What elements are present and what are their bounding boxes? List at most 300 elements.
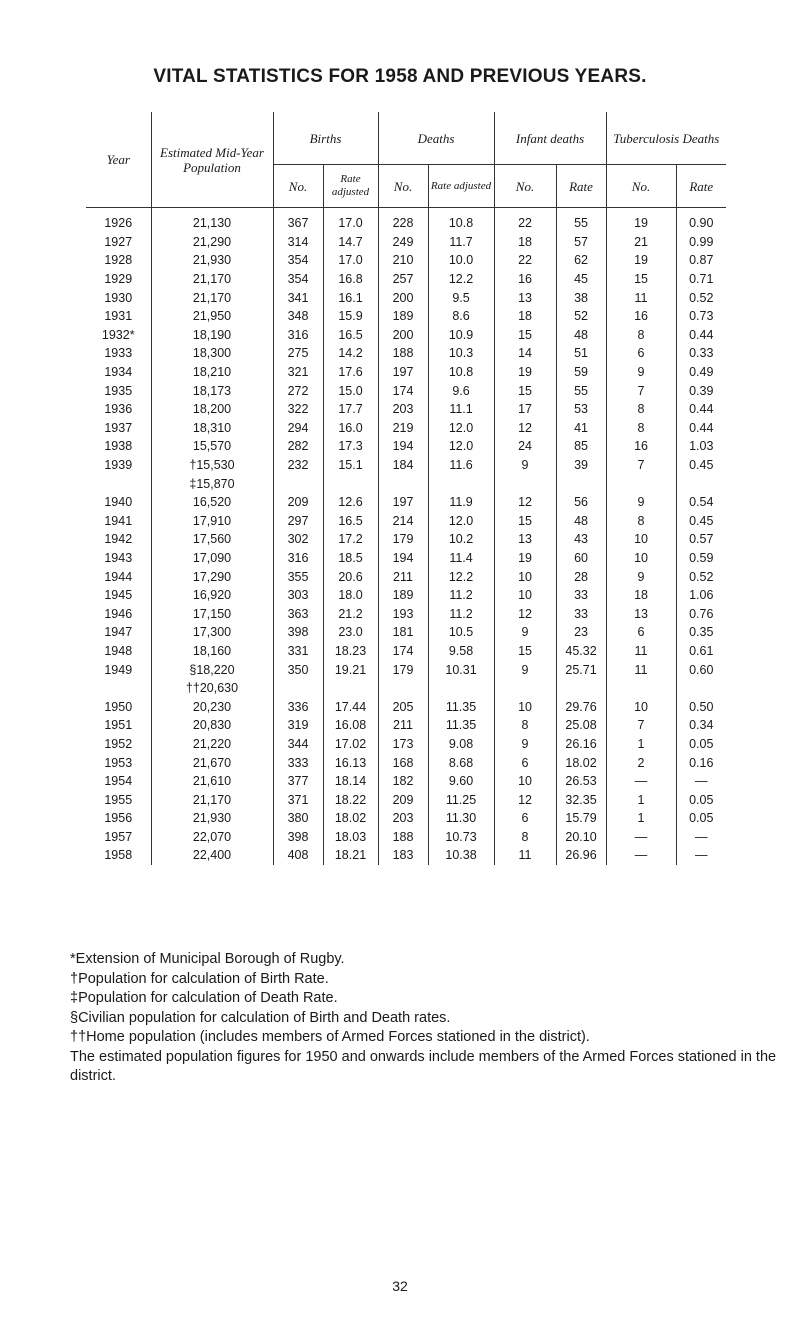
- cell-year: 1952: [86, 735, 151, 754]
- cell-deaths-no: 197: [378, 493, 428, 512]
- cell-tb-no: 15: [606, 270, 676, 289]
- cell-deaths-no: 205: [378, 697, 428, 716]
- cell-births-rate: 14.2: [323, 344, 378, 363]
- cell-tb-no: 7: [606, 381, 676, 400]
- table-row: [86, 753, 726, 772]
- cell-infant-rate: 45.32: [556, 642, 606, 661]
- cell-tb-rate: 0.05: [689, 811, 714, 826]
- cell-deaths-no: 182: [378, 772, 428, 791]
- cell-tb-no: 11: [606, 660, 676, 679]
- cell-births-rate: 18.23: [323, 642, 378, 661]
- cell-infant-no: 8: [494, 828, 556, 847]
- cell-births-no: 377: [273, 772, 323, 791]
- cell-population: 17,560: [151, 530, 273, 549]
- cell-empty: [86, 679, 151, 698]
- header-population: Estimated Mid-Year Population: [151, 112, 273, 208]
- footnote-death-rate-population: ‡Population for calculation of Death Rate.: [70, 990, 338, 1006]
- cell-population: 17,150: [151, 604, 273, 623]
- cell-population: 18,200: [151, 400, 273, 419]
- cell-population: 21,220: [151, 735, 273, 754]
- cell-population: 15,570: [151, 437, 273, 456]
- header-tb-no: No.: [606, 165, 676, 208]
- cell-infant-no: 9: [494, 735, 556, 754]
- cell-deaths-rate: 11.2: [428, 586, 494, 605]
- cell-infant-no: 6: [494, 753, 556, 772]
- table-row: [86, 623, 726, 642]
- cell-births-rate: 12.6: [323, 493, 378, 512]
- cell-year: 1937: [86, 419, 151, 438]
- table-row: [86, 530, 726, 549]
- table-row: [86, 437, 726, 456]
- cell-births-rate: 18.03: [323, 828, 378, 847]
- cell-infant-no: 10: [494, 567, 556, 586]
- cell-births-rate: 18.5: [323, 549, 378, 568]
- cell-infant-no: 6: [494, 809, 556, 828]
- cell-infant-no: 16: [494, 270, 556, 289]
- cell-births-rate: 15.9: [323, 307, 378, 326]
- cell-year: 1944: [86, 567, 151, 586]
- cell-deaths-no: 211: [378, 716, 428, 735]
- cell-births-rate: 18.21: [323, 846, 378, 865]
- cell-population: 20,230: [151, 697, 273, 716]
- cell-infant-no: 19: [494, 363, 556, 382]
- cell-population: 18,160: [151, 642, 273, 661]
- cell-infant-rate: 57: [556, 233, 606, 252]
- table-row: [86, 735, 726, 754]
- cell-infant-no: 11: [494, 846, 556, 865]
- cell-deaths-no: 219: [378, 419, 428, 438]
- cell-births-no: 303: [273, 586, 323, 605]
- cell-tb-no: 6: [606, 623, 676, 642]
- table-row: [86, 790, 726, 809]
- cell-births-no: 398: [273, 623, 323, 642]
- cell-tb-rate: 0.35: [689, 625, 714, 640]
- cell-population: 16,920: [151, 586, 273, 605]
- cell-empty: [428, 474, 494, 493]
- cell-infant-no: 8: [494, 716, 556, 735]
- cell-births-no: 314: [273, 233, 323, 252]
- cell-empty: [378, 679, 428, 698]
- cell-population: 21,930: [151, 251, 273, 270]
- table-row: [86, 326, 726, 345]
- cell-infant-rate: 55: [556, 381, 606, 400]
- cell-births-no: 363: [273, 604, 323, 623]
- cell-births-rate: 17.44: [323, 697, 378, 716]
- cell-births-rate: 19.21: [323, 660, 378, 679]
- footnotes: [70, 950, 790, 1087]
- cell-tb-rate: 0.54: [689, 495, 714, 510]
- cell-deaths-no: 203: [378, 809, 428, 828]
- cell-deaths-no: 174: [378, 381, 428, 400]
- cell-deaths-rate: 9.58: [428, 642, 494, 661]
- cell-empty: [676, 474, 726, 493]
- cell-infant-no: 24: [494, 437, 556, 456]
- cell-tb-rate: 0.73: [689, 309, 714, 324]
- cell-infant-no: 12: [494, 790, 556, 809]
- cell-population: 18,190: [151, 326, 273, 345]
- cell-infant-rate: 26.16: [556, 735, 606, 754]
- cell-births-rate: 16.1: [323, 288, 378, 307]
- cell-infant-rate: 25.71: [556, 660, 606, 679]
- cell-tb-rate: 0.16: [689, 755, 714, 770]
- cell-year: 1936: [86, 400, 151, 419]
- table-row: [86, 208, 726, 233]
- cell-year: 1958: [86, 846, 151, 865]
- cell-births-rate: 17.0: [323, 208, 378, 233]
- cell-infant-no: 22: [494, 251, 556, 270]
- cell-empty: [323, 474, 378, 493]
- cell-infant-rate: 18.02: [556, 753, 606, 772]
- cell-deaths-rate: 12.2: [428, 567, 494, 586]
- cell-year: 1933: [86, 344, 151, 363]
- table-row: [86, 270, 726, 289]
- cell-deaths-rate: 10.9: [428, 326, 494, 345]
- cell-tb-no: 10: [606, 530, 676, 549]
- cell-infant-rate: 33: [556, 586, 606, 605]
- cell-deaths-rate: 9.08: [428, 735, 494, 754]
- cell-tb-no: 18: [606, 586, 676, 605]
- cell-births-no: 302: [273, 530, 323, 549]
- cell-population: 18,300: [151, 344, 273, 363]
- table-row: [86, 549, 726, 568]
- cell-births-no: 336: [273, 697, 323, 716]
- cell-year: 1940: [86, 493, 151, 512]
- cell-infant-rate: 48: [556, 512, 606, 531]
- cell-year: 1929: [86, 270, 151, 289]
- table-row: [86, 697, 726, 716]
- header-infant-deaths: Infant deaths: [494, 112, 606, 165]
- cell-tb-rate: —: [695, 829, 708, 844]
- footnote-birth-rate-population: †Population for calculation of Birth Rate.: [70, 970, 329, 987]
- cell-deaths-no: 188: [378, 344, 428, 363]
- cell-births-no: 350: [273, 660, 323, 679]
- cell-births-rate: 16.5: [323, 326, 378, 345]
- cell-tb-no: 13: [606, 604, 676, 623]
- cell-empty: [556, 679, 606, 698]
- cell-year: 1928: [86, 251, 151, 270]
- cell-infant-rate: 51: [556, 344, 606, 363]
- cell-population: 21,610: [151, 772, 273, 791]
- cell-infant-rate: 33: [556, 604, 606, 623]
- cell-infant-no: 18: [494, 233, 556, 252]
- cell-tb-no: 8: [606, 326, 676, 345]
- cell-population: 22,400: [151, 846, 273, 865]
- page-title: VITAL STATISTICS FOR 1958 AND PREVIOUS YEARS.: [153, 66, 647, 87]
- cell-deaths-no: 228: [378, 208, 428, 233]
- cell-year: 1930: [86, 288, 151, 307]
- cell-infant-no: 13: [494, 530, 556, 549]
- cell-infant-rate: 15.79: [556, 809, 606, 828]
- cell-tb-rate: 1.03: [689, 439, 714, 454]
- cell-infant-no: 10: [494, 586, 556, 605]
- table-row: [86, 567, 726, 586]
- cell-tb-rate: 0.52: [689, 569, 714, 584]
- cell-infant-no: 15: [494, 642, 556, 661]
- cell-empty: [494, 679, 556, 698]
- cell-infant-no: 15: [494, 326, 556, 345]
- cell-population: 21,170: [151, 790, 273, 809]
- cell-tb-no: 1: [606, 735, 676, 754]
- cell-tb-rate: 0.50: [689, 699, 714, 714]
- cell-deaths-rate: 10.3: [428, 344, 494, 363]
- cell-births-rate: 17.7: [323, 400, 378, 419]
- cell-deaths-rate: 12.0: [428, 437, 494, 456]
- cell-infant-rate: 56: [556, 493, 606, 512]
- header-infant-rate: Rate: [556, 165, 606, 208]
- table-row: [86, 846, 726, 865]
- cell-empty: [273, 474, 323, 493]
- cell-year: 1948: [86, 642, 151, 661]
- table-row: [86, 419, 726, 438]
- cell-population: 21,950: [151, 307, 273, 326]
- cell-infant-rate: 60: [556, 549, 606, 568]
- table-row: [86, 381, 726, 400]
- cell-infant-rate: 32.35: [556, 790, 606, 809]
- cell-deaths-no: 210: [378, 251, 428, 270]
- cell-year: 1949: [86, 660, 151, 679]
- cell-infant-rate: 43: [556, 530, 606, 549]
- cell-tb-no: 19: [606, 251, 676, 270]
- cell-year: 1945: [86, 586, 151, 605]
- cell-tb-rate: 0.61: [689, 643, 714, 658]
- cell-population: 18,210: [151, 363, 273, 382]
- cell-infant-rate: 45: [556, 270, 606, 289]
- cell-deaths-rate: 10.5: [428, 623, 494, 642]
- cell-births-rate: 17.6: [323, 363, 378, 382]
- cell-births-no: 408: [273, 846, 323, 865]
- cell-tb-no: 1: [606, 809, 676, 828]
- cell-infant-rate: 28: [556, 567, 606, 586]
- cell-infant-rate: 38: [556, 288, 606, 307]
- cell-population: §18,220: [151, 660, 273, 679]
- cell-infant-no: 9: [494, 456, 556, 475]
- cell-tb-no: 8: [606, 400, 676, 419]
- cell-year: 1942: [86, 530, 151, 549]
- cell-deaths-no: 193: [378, 604, 428, 623]
- cell-population-secondary: ††20,630: [151, 679, 273, 698]
- cell-tb-rate: 0.45: [689, 513, 714, 528]
- cell-tb-rate: 0.52: [689, 290, 714, 305]
- cell-births-rate: 18.02: [323, 809, 378, 828]
- cell-births-rate: 18.14: [323, 772, 378, 791]
- header-births-rate: Rate adjusted: [323, 165, 378, 208]
- cell-deaths-rate: 10.8: [428, 208, 494, 233]
- table-row: [86, 660, 726, 679]
- cell-infant-no: 15: [494, 381, 556, 400]
- cell-year: 1931: [86, 307, 151, 326]
- cell-births-no: 316: [273, 326, 323, 345]
- cell-births-no: 354: [273, 270, 323, 289]
- cell-year: 1939: [86, 456, 151, 475]
- cell-births-rate: 14.7: [323, 233, 378, 252]
- cell-tb-no: 16: [606, 437, 676, 456]
- cell-population: 21,930: [151, 809, 273, 828]
- table-row: [86, 642, 726, 661]
- cell-empty: [556, 474, 606, 493]
- cell-deaths-no: 183: [378, 846, 428, 865]
- cell-infant-rate: 39: [556, 456, 606, 475]
- cell-infant-rate: 85: [556, 437, 606, 456]
- cell-deaths-no: 188: [378, 828, 428, 847]
- cell-infant-rate: 41: [556, 419, 606, 438]
- table-row: [86, 288, 726, 307]
- table-row: [86, 716, 726, 735]
- table-row: [86, 307, 726, 326]
- cell-births-no: 209: [273, 493, 323, 512]
- cell-tb-no: 1: [606, 790, 676, 809]
- cell-infant-no: 19: [494, 549, 556, 568]
- cell-tb-no: 7: [606, 716, 676, 735]
- cell-deaths-rate: 12.0: [428, 419, 494, 438]
- table-row: [86, 363, 726, 382]
- cell-deaths-rate: 11.35: [428, 716, 494, 735]
- table-row-continuation: [86, 679, 726, 698]
- cell-deaths-rate: 12.2: [428, 270, 494, 289]
- cell-infant-no: 13: [494, 288, 556, 307]
- cell-population: 21,290: [151, 233, 273, 252]
- cell-infant-rate: 20.10: [556, 828, 606, 847]
- cell-infant-no: 17: [494, 400, 556, 419]
- cell-infant-no: 12: [494, 493, 556, 512]
- table-row: [86, 344, 726, 363]
- cell-tb-no: —: [606, 846, 676, 865]
- cell-infant-no: 9: [494, 623, 556, 642]
- cell-population: 17,910: [151, 512, 273, 531]
- cell-tb-rate: 0.44: [689, 420, 714, 435]
- table-row: [86, 512, 726, 531]
- cell-population: 17,290: [151, 567, 273, 586]
- cell-deaths-rate: 10.2: [428, 530, 494, 549]
- cell-tb-no: 6: [606, 344, 676, 363]
- table-row-continuation: [86, 474, 726, 493]
- cell-population: 21,170: [151, 288, 273, 307]
- cell-births-rate: 15.1: [323, 456, 378, 475]
- cell-infant-rate: 62: [556, 251, 606, 270]
- cell-tb-no: 8: [606, 512, 676, 531]
- cell-empty: [273, 679, 323, 698]
- cell-population: 21,670: [151, 753, 273, 772]
- cell-deaths-rate: 9.6: [428, 381, 494, 400]
- header-year: Year: [86, 112, 151, 208]
- cell-tb-rate: 0.39: [689, 383, 714, 398]
- cell-year: 1950: [86, 697, 151, 716]
- page-number: 32: [392, 1278, 408, 1294]
- cell-deaths-no: 173: [378, 735, 428, 754]
- cell-population: 18,173: [151, 381, 273, 400]
- cell-births-rate: 23.0: [323, 623, 378, 642]
- header-deaths-rate: Rate adjusted: [428, 165, 494, 208]
- cell-deaths-rate: 11.2: [428, 604, 494, 623]
- cell-deaths-rate: 9.60: [428, 772, 494, 791]
- table-body: [86, 208, 726, 865]
- cell-infant-no: 22: [494, 208, 556, 233]
- cell-births-rate: 16.0: [323, 419, 378, 438]
- cell-population-secondary: ‡15,870: [151, 474, 273, 493]
- cell-infant-no: 10: [494, 697, 556, 716]
- cell-deaths-rate: 9.5: [428, 288, 494, 307]
- cell-deaths-no: 209: [378, 790, 428, 809]
- cell-year: 1934: [86, 363, 151, 382]
- cell-deaths-no: 181: [378, 623, 428, 642]
- header-tb-deaths: Tuberculosis Deaths: [606, 112, 726, 165]
- cell-infant-no: 14: [494, 344, 556, 363]
- cell-deaths-rate: 11.30: [428, 809, 494, 828]
- cell-births-no: 316: [273, 549, 323, 568]
- cell-tb-rate: 0.76: [689, 606, 714, 621]
- cell-deaths-rate: 10.0: [428, 251, 494, 270]
- cell-tb-rate: 0.33: [689, 346, 714, 361]
- cell-deaths-rate: 12.0: [428, 512, 494, 531]
- cell-births-rate: 16.13: [323, 753, 378, 772]
- cell-tb-rate: 0.60: [689, 662, 714, 677]
- cell-tb-rate: 0.57: [689, 532, 714, 547]
- cell-deaths-no: 184: [378, 456, 428, 475]
- cell-infant-rate: 55: [556, 208, 606, 233]
- cell-births-no: 319: [273, 716, 323, 735]
- cell-births-no: 333: [273, 753, 323, 772]
- table-row: [86, 456, 726, 475]
- cell-tb-no: 2: [606, 753, 676, 772]
- cell-year: 1943: [86, 549, 151, 568]
- cell-deaths-rate: 10.8: [428, 363, 494, 382]
- cell-births-rate: 20.6: [323, 567, 378, 586]
- cell-population: 22,070: [151, 828, 273, 847]
- cell-infant-rate: 29.76: [556, 697, 606, 716]
- cell-births-no: 275: [273, 344, 323, 363]
- cell-year: 1941: [86, 512, 151, 531]
- cell-tb-rate: 0.90: [689, 216, 714, 231]
- cell-infant-no: 10: [494, 772, 556, 791]
- cell-deaths-rate: 11.6: [428, 456, 494, 475]
- table-row: [86, 251, 726, 270]
- cell-year: 1955: [86, 790, 151, 809]
- cell-tb-rate: 0.05: [689, 792, 714, 807]
- cell-tb-no: 10: [606, 697, 676, 716]
- cell-births-rate: 17.02: [323, 735, 378, 754]
- cell-deaths-no: 214: [378, 512, 428, 531]
- cell-infant-rate: 25.08: [556, 716, 606, 735]
- cell-deaths-no: 200: [378, 326, 428, 345]
- cell-tb-rate: 0.34: [689, 718, 714, 733]
- cell-tb-no: 7: [606, 456, 676, 475]
- cell-deaths-rate: 11.7: [428, 233, 494, 252]
- cell-year: 1954: [86, 772, 151, 791]
- cell-deaths-rate: 11.25: [428, 790, 494, 809]
- cell-infant-rate: 48: [556, 326, 606, 345]
- cell-deaths-no: 257: [378, 270, 428, 289]
- cell-births-no: 297: [273, 512, 323, 531]
- cell-births-no: 322: [273, 400, 323, 419]
- cell-tb-rate: —: [695, 848, 708, 863]
- cell-population: †15,530: [151, 456, 273, 475]
- cell-births-rate: 15.0: [323, 381, 378, 400]
- cell-tb-rate: 0.44: [689, 327, 714, 342]
- cell-deaths-no: 189: [378, 307, 428, 326]
- cell-deaths-no: 211: [378, 567, 428, 586]
- cell-year: 1932*: [86, 326, 151, 345]
- table-row: [86, 493, 726, 512]
- cell-tb-rate: 0.99: [689, 234, 714, 249]
- cell-year: 1935: [86, 381, 151, 400]
- cell-births-no: 272: [273, 381, 323, 400]
- cell-tb-rate: 0.49: [689, 365, 714, 380]
- cell-tb-no: —: [606, 828, 676, 847]
- cell-deaths-no: 203: [378, 400, 428, 419]
- cell-births-rate: 16.8: [323, 270, 378, 289]
- cell-deaths-no: 200: [378, 288, 428, 307]
- cell-births-rate: 16.08: [323, 716, 378, 735]
- cell-deaths-no: 249: [378, 233, 428, 252]
